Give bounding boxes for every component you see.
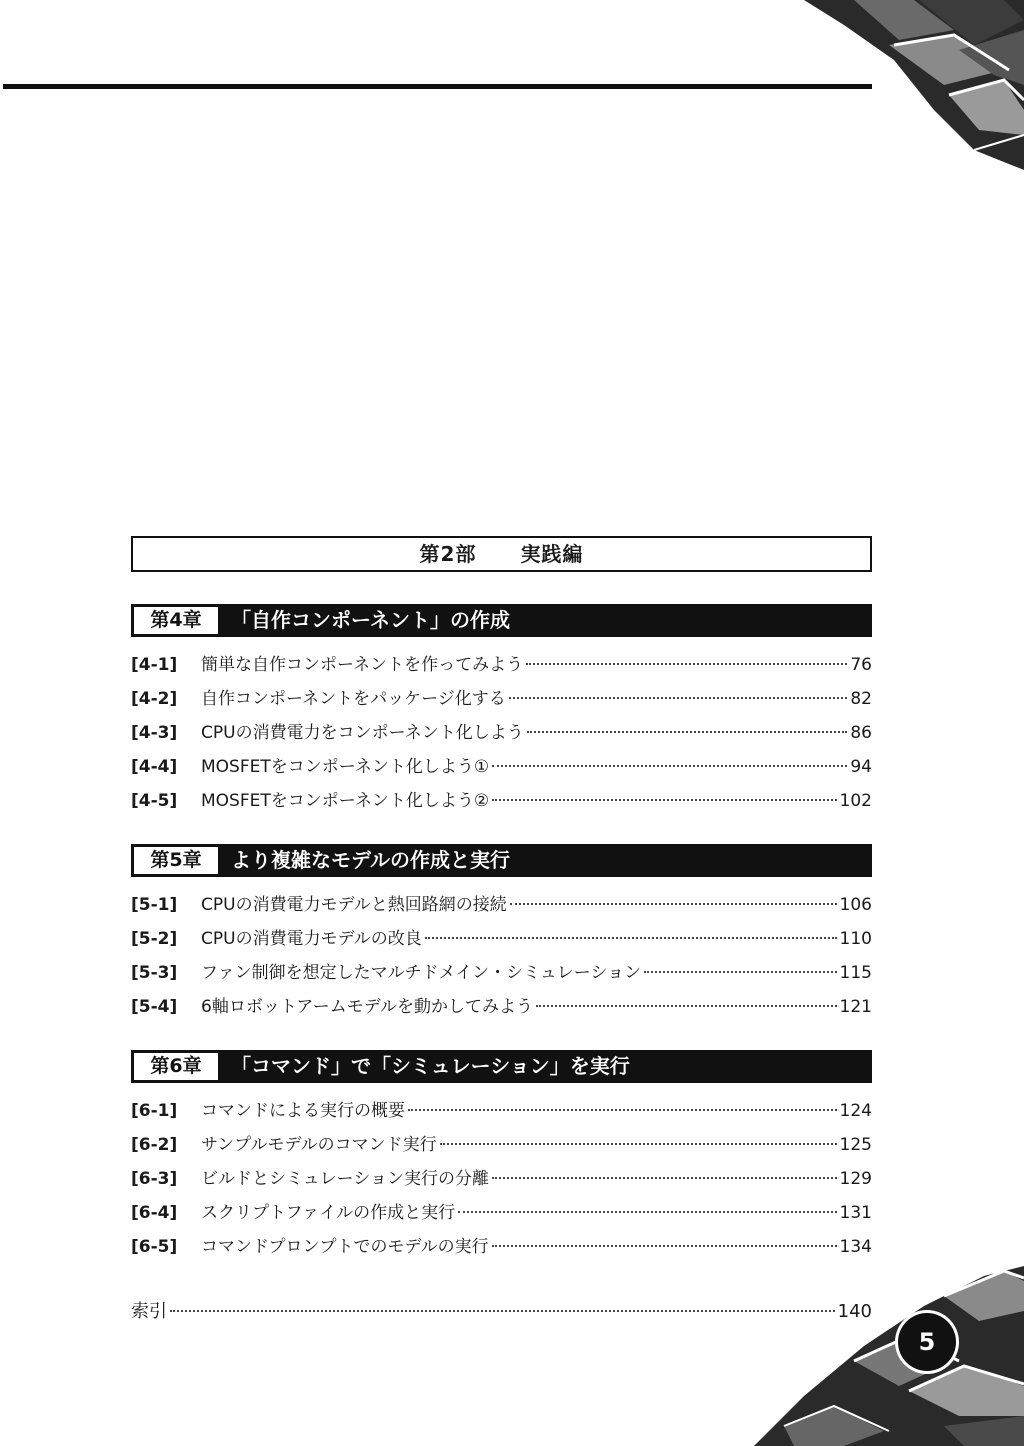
dot-leader bbox=[527, 731, 848, 733]
chapter-title: 「コマンド」で「シミュレーション」を実行 bbox=[231, 1054, 630, 1078]
dot-leader bbox=[440, 1143, 837, 1145]
chapter-5 bbox=[131, 844, 872, 1024]
toc-entry[interactable] bbox=[131, 888, 872, 922]
chapter-title: 「自作コンポーネント」の作成 bbox=[231, 608, 510, 632]
section-number: [6-3] bbox=[131, 1169, 178, 1189]
page-ref: 140 bbox=[837, 1301, 872, 1322]
dot-leader bbox=[510, 903, 837, 905]
part-heading bbox=[131, 536, 872, 572]
section-title: ビルドとシミュレーション実行の分離 bbox=[201, 1169, 489, 1189]
dot-leader bbox=[509, 697, 848, 699]
section-title: ファン制御を想定したマルチドメイン・シミュレーション bbox=[201, 963, 642, 983]
dot-leader bbox=[536, 1005, 837, 1007]
page-number: 5 bbox=[898, 1313, 956, 1371]
page-ref: 94 bbox=[850, 757, 872, 777]
toc-entry[interactable] bbox=[131, 1230, 872, 1264]
page-ref: 82 bbox=[850, 689, 872, 709]
chapter-6 bbox=[131, 1050, 872, 1264]
dot-leader bbox=[425, 937, 837, 939]
section-number: [6-5] bbox=[131, 1237, 178, 1257]
chapter-heading bbox=[131, 1050, 872, 1083]
part-title: 実践編 bbox=[520, 542, 584, 566]
dot-leader bbox=[492, 1245, 837, 1247]
toc-entry[interactable] bbox=[131, 956, 872, 990]
page-ref: 121 bbox=[839, 997, 872, 1017]
section-number: [4-4] bbox=[131, 757, 178, 777]
section-title: コマンドプロンプトでのモデルの実行 bbox=[201, 1237, 489, 1257]
section-title: スクリプトファイルの作成と実行 bbox=[201, 1203, 456, 1223]
page-ref: 102 bbox=[839, 791, 872, 811]
section-number: [5-1] bbox=[131, 895, 178, 915]
section-number: [4-5] bbox=[131, 791, 178, 811]
page-ref: 129 bbox=[839, 1169, 872, 1189]
dot-leader bbox=[492, 799, 836, 801]
toc-entry[interactable] bbox=[131, 648, 872, 682]
chapter-heading bbox=[131, 604, 872, 637]
decorative-tiles-top bbox=[704, 0, 1024, 180]
chapter-heading bbox=[131, 844, 872, 877]
chapter-4 bbox=[131, 604, 872, 818]
toc-entry[interactable] bbox=[131, 682, 872, 716]
section-title: MOSFETをコンポーネント化しよう① bbox=[201, 757, 490, 777]
toc-entry[interactable] bbox=[131, 1196, 872, 1230]
section-title: MOSFETをコンポーネント化しよう② bbox=[201, 791, 490, 811]
section-number: [6-1] bbox=[131, 1101, 178, 1121]
chapter-number: 第4章 bbox=[134, 607, 218, 634]
chapter-number: 第6章 bbox=[134, 1053, 218, 1080]
section-title: サンプルモデルのコマンド実行 bbox=[201, 1135, 437, 1155]
section-number: [6-4] bbox=[131, 1203, 178, 1223]
section-number: [5-4] bbox=[131, 997, 178, 1017]
toc-entry[interactable] bbox=[131, 922, 872, 956]
toc-entry[interactable] bbox=[131, 1128, 872, 1162]
section-title: CPUの消費電力モデルの改良 bbox=[201, 929, 422, 949]
dot-leader bbox=[408, 1109, 837, 1111]
page-ref: 124 bbox=[839, 1101, 872, 1121]
part-label: 第2部 bbox=[419, 542, 477, 566]
page-ref: 76 bbox=[850, 655, 872, 675]
section-title: CPUの消費電力をコンポーネント化しよう bbox=[201, 723, 524, 743]
section-number: [6-2] bbox=[131, 1135, 178, 1155]
page-ref: 125 bbox=[839, 1135, 872, 1155]
page-ref: 86 bbox=[850, 723, 872, 743]
section-number: [5-3] bbox=[131, 963, 178, 983]
decorative-tiles-bottom bbox=[694, 1266, 1024, 1446]
section-number: [5-2] bbox=[131, 929, 178, 949]
section-title: 6軸ロボットアームモデルを動かしてみよう bbox=[201, 997, 533, 1017]
toc-entry[interactable] bbox=[131, 716, 872, 750]
section-title: コマンドによる実行の概要 bbox=[201, 1101, 405, 1121]
toc-entry[interactable] bbox=[131, 990, 872, 1024]
page-ref: 131 bbox=[839, 1203, 872, 1223]
section-number: [4-2] bbox=[131, 689, 178, 709]
section-number: [4-3] bbox=[131, 723, 178, 743]
toc-entry[interactable] bbox=[131, 750, 872, 784]
dot-leader bbox=[526, 663, 847, 665]
section-number: [4-1] bbox=[131, 655, 178, 675]
page-ref: 106 bbox=[839, 895, 872, 915]
header-rule bbox=[3, 84, 872, 89]
section-title: 簡単な自作コンポーネントを作ってみよう bbox=[201, 655, 524, 675]
chapter-title: より複雑なモデルの作成と実行 bbox=[231, 848, 510, 872]
dot-leader bbox=[492, 765, 847, 767]
index-label: 索引 bbox=[131, 1301, 167, 1322]
toc-entry[interactable] bbox=[131, 784, 872, 818]
dot-leader bbox=[644, 971, 836, 973]
dot-leader bbox=[458, 1211, 836, 1213]
toc-entry[interactable] bbox=[131, 1094, 872, 1128]
toc-entry[interactable] bbox=[131, 1162, 872, 1196]
section-title: CPUの消費電力モデルと熱回路網の接続 bbox=[201, 895, 507, 915]
page-ref: 115 bbox=[839, 963, 872, 983]
page-ref: 134 bbox=[839, 1237, 872, 1257]
section-title: 自作コンポーネントをパッケージ化する bbox=[201, 689, 506, 709]
chapter-number: 第5章 bbox=[134, 847, 218, 874]
dot-leader bbox=[492, 1177, 837, 1179]
page-ref: 110 bbox=[839, 929, 872, 949]
